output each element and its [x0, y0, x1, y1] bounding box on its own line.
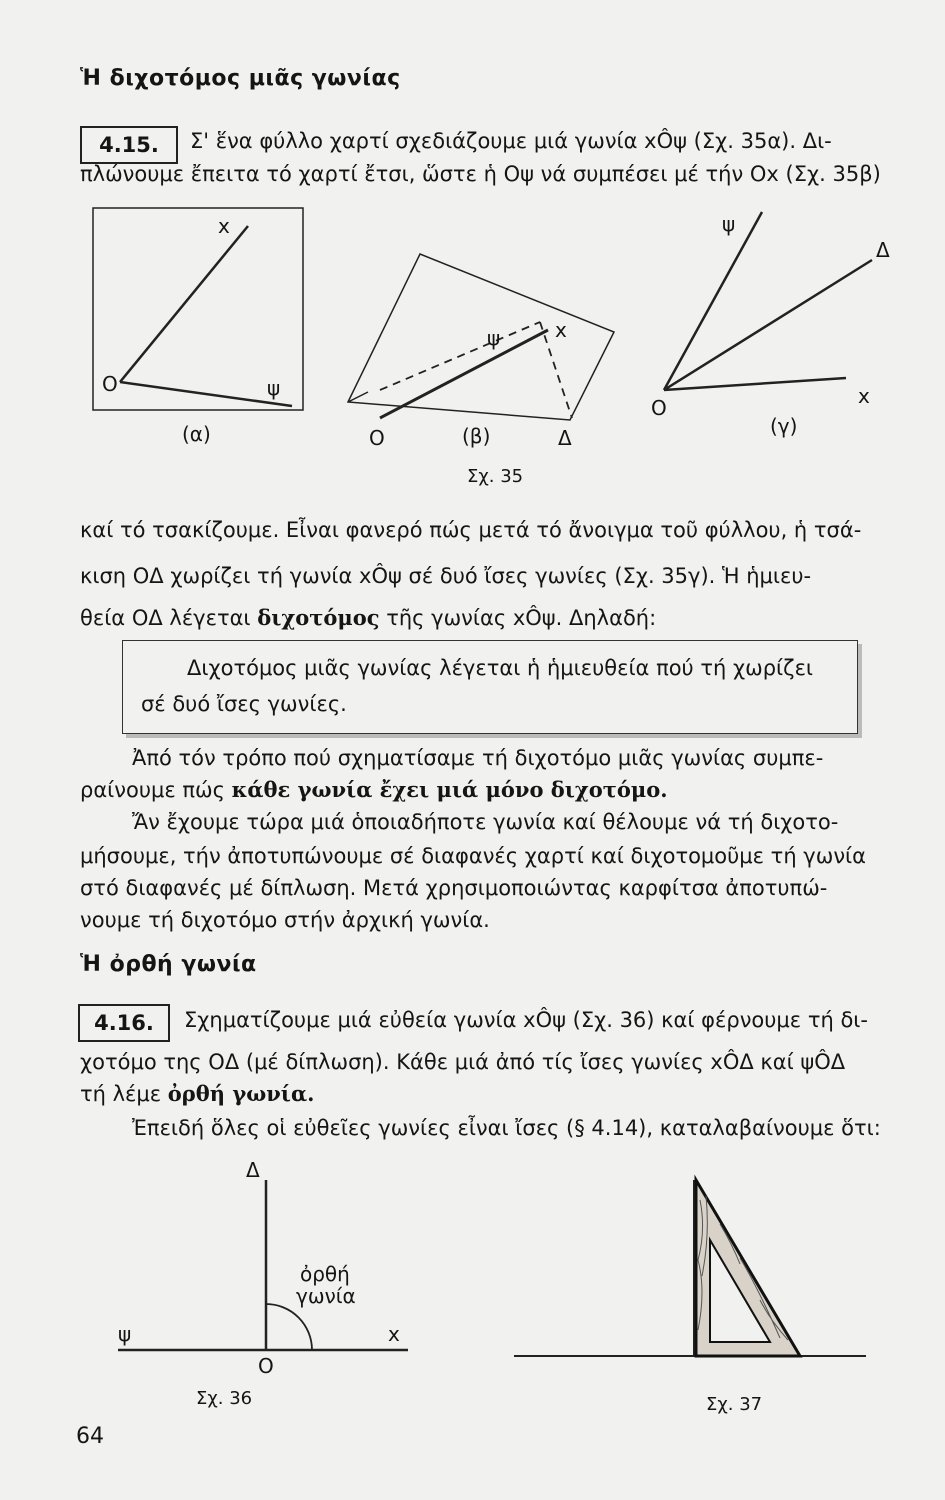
p416-line-3: τή λέμε ὀρθή γωνία.	[80, 1081, 315, 1106]
paragraph-number-4-15: 4.15.	[80, 126, 178, 164]
fig35-caption: Σχ. 35	[467, 466, 524, 487]
fig35c-label-x: x	[858, 384, 870, 408]
term-one-bisector: κάθε γωνία ἔχει μιά μόνο διχοτόμο.	[231, 777, 668, 802]
fig35c-caption: (γ)	[770, 414, 798, 438]
fig36-right-angle-arc	[266, 1304, 312, 1350]
fig35a-caption: (α)	[182, 422, 211, 446]
section-heading-right-angle: Ἡ ὀρθή γωνία	[80, 952, 257, 977]
body1-line-2: κιση ΟΔ χωρίζει τή γωνία xÔψ σέ δυό ἴσες γωνίες (Σχ. 35γ). Ἡ ἡμιευ-	[80, 564, 812, 588]
fig36-label-x: x	[388, 1322, 400, 1346]
fig36-label-delta: Δ	[246, 1158, 260, 1182]
body2-line-6: νουμε τή διχοτόμο στήν ἀρχική γωνία.	[80, 908, 490, 932]
fig35b-label-psi: ψ	[487, 326, 501, 350]
fig37-caption: Σχ. 37	[706, 1394, 763, 1415]
fig36-label-o: O	[258, 1354, 274, 1378]
fig36-label-angle: γωνία	[296, 1284, 356, 1308]
fig36-label-psi: ψ	[118, 1322, 132, 1346]
fig35b-label-o: O	[369, 426, 385, 450]
fig35c-label-psi: ψ	[722, 212, 736, 236]
body2-line-3: Ἄν ἔχουμε τώρα μιά ὁποιαδήποτε γωνία καί θέλουμε νά τή διχοτο-	[132, 810, 839, 834]
p416-line-2: χοτόμο της ΟΔ (μέ δίπλωση). Κάθε μιά ἀπό τίς ἴσες γωνίες xÔΔ καί ψÔΔ	[80, 1050, 846, 1074]
body1-line-3: θεία ΟΔ λέγεται διχοτόμος τῆς γωνίας xÔψ. Δηλαδή:	[80, 605, 657, 630]
fig35a-label-x: x	[218, 214, 230, 238]
fig35a-label-psi: ψ	[267, 376, 281, 400]
section-heading-bisector: Ἡ διχοτόμος μιᾶς γωνίας	[80, 66, 401, 91]
term-bisector: διχοτόμος	[257, 605, 380, 630]
paragraph-number-4-16: 4.16.	[78, 1004, 170, 1042]
definition-line-2: σέ δυό ἴσες γωνίες.	[141, 692, 347, 716]
fig36-caption: Σχ. 36	[196, 1388, 253, 1409]
fig35c-label-delta: Δ	[876, 238, 890, 262]
fig35b-label-delta: Δ	[558, 426, 572, 450]
page-number: 64	[76, 1424, 104, 1449]
body2-line-2: ραίνουμε πώς κάθε γωνία ἔχει μιά μόνο διχοτόμο.	[80, 777, 668, 802]
fig35c-label-o: O	[651, 396, 667, 420]
definition-line-1: Διχοτόμος μιᾶς γωνίας λέγεται ἡ ἡμιευθεία πού τή χωρίζει	[187, 656, 814, 680]
p415-line-2: πλώνουμε ἔπειτα τό χαρτί ἔτσι, ὥστε ἡ Οψ νά συμπέσει μέ τήν Οx (Σχ. 35β)	[80, 162, 881, 186]
body1-line-1: καί τό τσακίζουμε. Εἶναι φανερό πώς μετά τό ἄνοιγμα τοῦ φύλλου, ἡ τσά-	[80, 518, 862, 542]
term-right-angle: ὀρθή γωνία.	[167, 1081, 315, 1106]
fig35b-label-x: x	[555, 318, 567, 342]
fig35a-label-o: O	[102, 372, 118, 396]
fig35b-caption: (β)	[462, 424, 491, 448]
p416-line-4: Ἐπειδή ὅλες οἱ εὐθεῖες γωνίες εἶναι ἴσες (§ 4.14), καταλαβαίνουμε ὅτι:	[132, 1116, 881, 1140]
p416-line-1: Σχηματίζουμε μιά εὐθεία γωνία xÔψ (Σχ. 36) καί φέρνουμε τή δι-	[184, 1008, 868, 1032]
body2-line-4: μήσουμε, τήν ἀποτυπώνουμε σέ διαφανές χαρτί καί διχοτομοῦμε τή γωνία	[80, 844, 867, 868]
p415-line-1: Σ' ἕνα φύλλο χαρτί σχεδιάζουμε μιά γωνία xÔψ (Σχ. 35α). Δι-	[190, 129, 832, 153]
body2-line-1: Ἀπό τόν τρόπο πού σχηματίσαμε τή διχοτόμο μιᾶς γωνίας συμπε-	[132, 746, 824, 770]
body2-line-5: στό διαφανές μέ δίπλωση. Μετά χρησιμοποιώντας καρφίτσα ἀποτυπώ-	[80, 876, 828, 900]
fig36-label-right: ὀρθή	[300, 1262, 350, 1286]
